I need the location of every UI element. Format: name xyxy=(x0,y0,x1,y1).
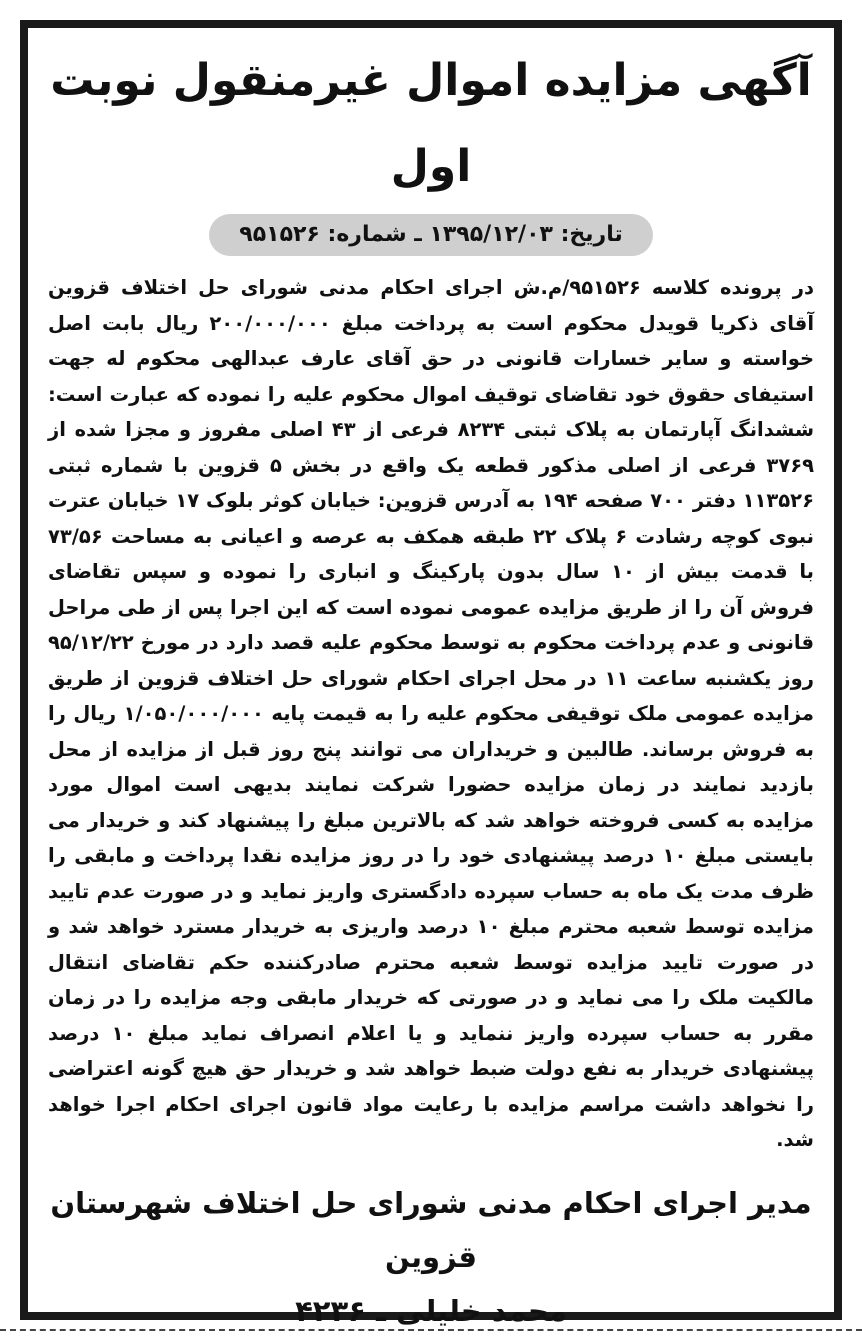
notice-content xyxy=(42,38,820,1328)
notice-body-text: در پرونده کلاسه ۹۵۱۵۲۶/م.ش اجرای احکام مدنی شورای حل اختلاف قزوین آقای ذکریا قویدل محکوم است به پرداخت مبلغ ۲۰۰/۰۰۰/۰۰۰ ریال بابت اصل خواسته و سایر خسارات قانونی در حق آقای عارف عبدالهی محکوم له جهت استیفای حقوق خود تقاضای توقیف اموال محکوم علیه را نموده که عبارت است: ششدانگ آپارتمان به پلاک ثبتی ۸۲۳۴ فرعی از ۴۳ اصلی مفروز و مجزا شده از ۳۷۶۹ فرعی از اصلی مذکور قطعه یک واقع در بخش ۵ قزوین با شماره ثبتی ۱۱۳۵۲۶ دفتر ۷۰۰ صفحه ۱۹۴ به آدرس قزوین: خیابان کوثر بلوک ۱۷ خیابان عترت نبوی کوچه رشادت ۶ پلاک ۲۲ طبقه همکف به عرصه و اعیانی به مساحت ۷۳/۵۶ با قدمت بیش از ۱۰ سال بدون پارکینگ و انباری را نموده و سپس تقاضای فروش آن را از طریق مزایده عمومی نموده است که این اجرا پس از طی مراحل قانونی و عدم پرداخت محکوم به توسط محکوم علیه قصد دارد در مورخ ۹۵/۱۲/۲۲ روز یکشنبه ساعت ۱۱ در محل اجرای احکام شورای حل اختلاف قزوین از طریق مزایده عمومی ملک توقیفی محکوم علیه را به قیمت پایه ۱/۰۵۰/۰۰۰/۰۰۰ ریال را به فروش برساند. طالبین و خریداران می توانند پنج روز قبل از مزایده از محل بازدید نمایند در زمان مزایده حضورا شرکت نمایند بدیهی است اموال مورد مزایده به کسی فروخته خواهد شد که بالاترین مبلغ را پیشنهاد کند و خریدار می بایستی مبلغ ۱۰ درصد پیشنهادی خود را در روز مزایده نقدا پرداخت و مابقی را ظرف مدت یک ماه به حساب سپرده دادگستری واریز نماید و در صورت عدم تایید مزایده توسط شعبه محترم مبلغ ۱۰ درصد واریزی به خریدار مسترد خواهد شد و در صورت تایید مزایده توسط شعبه محترم صادرکننده حکم تقاضای انتقال مالکیت ملک را می نماید و در صورتی که خریدار مابقی وجه مزایده را در زمان مقرر به حساب سپرده واریز ننماید و یا اعلام انصراف نماید مبلغ ۱۰ درصد پیشنهادی خریدار به نفع دولت ضبط خواهد شد و خریدار حق هیچ گونه اعتراضی را نخواهد داشت مراسم مزایده با رعایت مواد قانون اجرای احکام اجرا خواهد شد. xyxy=(48,276,815,1151)
notice-frame xyxy=(20,20,842,1328)
notice-body xyxy=(42,270,820,1158)
cut-line xyxy=(0,1329,862,1331)
notice-title: آگهی مزایده اموال غیرمنقول نوبت اول xyxy=(50,55,812,192)
signature-block xyxy=(42,1176,820,1338)
date-line: تاریخ: ۱۳۹۵/۱۲/۰۳ ـ شماره: ۹۵۱۵۲۶ xyxy=(209,214,652,256)
signature-title: مدیر اجرای احکام مدنی شورای حل اختلاف شهرستان قزوین xyxy=(50,1185,812,1274)
date-line-wrap xyxy=(42,214,820,256)
signature-name: محمد خلیلی ـ ۴۲۳۶ xyxy=(295,1293,567,1328)
